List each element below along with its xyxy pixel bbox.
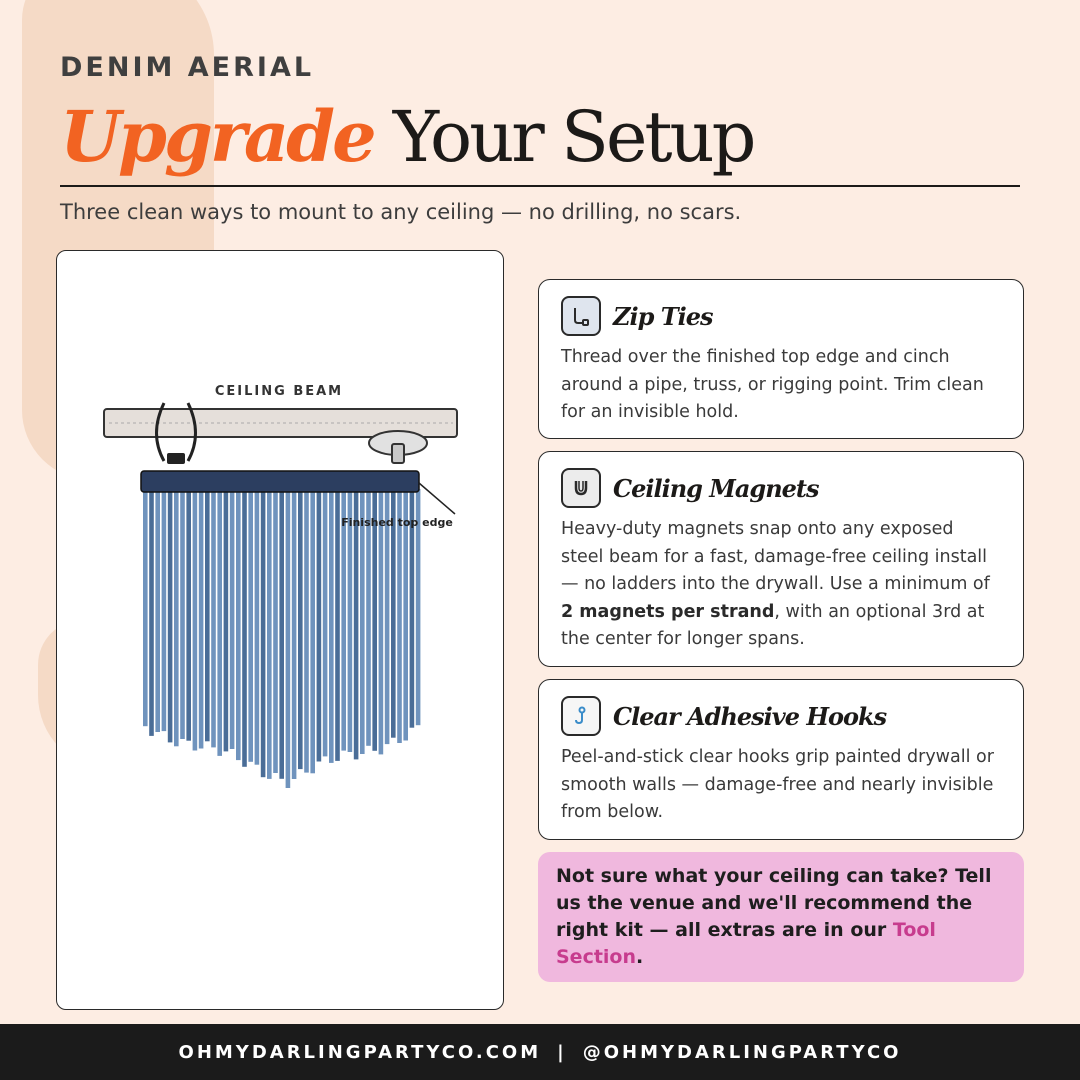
card-title: Zip Ties [613,301,713,331]
fringe-strand [279,489,284,779]
fringe-strand [168,489,173,742]
fringe-strand [335,489,340,761]
footer-social-handle[interactable]: @OHMYDARLINGPARTYCO [582,1041,902,1063]
diagram-svg [57,251,505,1011]
card-header [561,468,1001,508]
footer-website-link[interactable]: OHMYDARLINGPARTYCO.COM [178,1041,542,1063]
card-header [561,696,1001,736]
fringe-strand [255,489,260,765]
magnets-card [538,451,1024,667]
fringe-strand [224,489,229,751]
fringe-strand [317,489,322,762]
fringe-strand [261,489,266,777]
headline-rest: Your Setup [392,96,754,178]
fringe-strand [162,489,167,731]
finished-top-edge [141,471,419,492]
fringe-strand [180,489,185,739]
body-text-end: , with an optional 3rd at the center for longer spans. [561,601,985,649]
page-title [60,92,753,182]
fringe-strand [186,489,191,741]
fringe-strands [143,489,420,788]
fringe-strand [292,489,297,779]
fringe-strand [155,489,160,732]
card-body: Peel-and-stick clear hooks grip painted drywall or smooth walls — damage-free and nearly invisible from below. [561,747,994,822]
magnet-post [392,444,404,463]
headline-accent: Upgrade [60,95,374,178]
card-body: Thread over the finished top edge and cinch around a pipe, truss, or rigging point. Trim clean for an invisible hold. [561,347,984,422]
brand-label: DENIM AERIAL [60,52,315,83]
fringe-strand [286,489,291,788]
fringe-strand [310,489,315,773]
fringe-strand [323,489,328,756]
hook-icon [561,696,601,736]
magnet-icon [561,468,601,508]
edge-callout-line [419,483,455,514]
card-body [561,516,1001,654]
fringe-strand [267,489,272,779]
fringe-strand [174,489,179,746]
fringe-strand [211,489,216,747]
help-callout [538,852,1024,982]
footer-separator: | [557,1041,567,1063]
footer-bar [0,1024,1080,1080]
fringe-strand [143,489,148,726]
card-header [561,296,1001,336]
adhesive-hooks-card [538,679,1024,840]
fringe-strand [298,489,303,769]
tool-section-link[interactable]: Tool Section [556,919,936,968]
fringe-strand [199,489,204,749]
fringe-strand [193,489,198,751]
fringe-strand [273,489,278,773]
fringe-strand [149,489,154,736]
fringe-strand [236,489,241,760]
fringe-strand [248,489,253,762]
subtitle: Three clean ways to mount to any ceiling — no drilling, no scars. [60,200,742,224]
title-divider [60,185,1020,187]
body-highlight: 2 magnets per strand [561,601,775,622]
fringe-strand [354,489,359,759]
card-title: Clear Adhesive Hooks [613,701,887,731]
fringe-strand [230,489,235,749]
callout-text: Not sure what your ceiling can take? Tell us the venue and we'll recommend the right kit — all extras are in our [556,865,992,941]
fringe-strand [329,489,334,763]
fringe-strand [205,489,210,741]
fringe-strand [217,489,222,756]
fringe-strand [242,489,247,767]
zip-tie-lock [167,453,185,464]
card-title: Ceiling Magnets [613,473,819,503]
edge-label: Finished top edge [341,516,453,529]
callout-end: . [636,946,644,968]
zip-ties-card [538,279,1024,439]
beam-label: CEILING BEAM [214,384,344,399]
body-text: Heavy-duty magnets snap onto any exposed steel beam for a fast, damage-free ceiling install — no ladders into the drywall. Use a minimum of [561,519,990,594]
zip-tie-icon [561,296,601,336]
mounting-diagram [56,250,504,1010]
fringe-strand [304,489,309,773]
